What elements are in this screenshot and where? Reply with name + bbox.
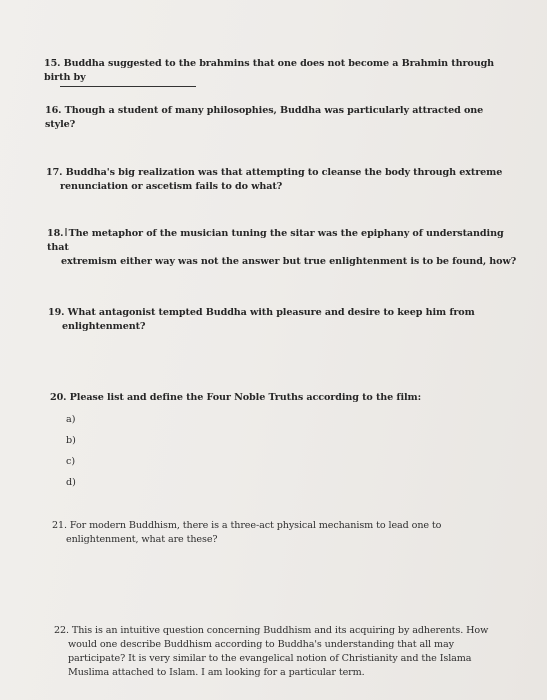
question-19-text-line-1: What antagonist tempted Buddha with pleasure and desire to keep him from	[67, 307, 475, 318]
question-19	[48, 306, 518, 334]
question-19-text-line-2: enlightenment?	[62, 321, 146, 332]
option-d: d)	[66, 477, 76, 488]
question-17	[46, 166, 516, 194]
question-18-number: 18.	[47, 228, 64, 239]
question-16-text: Though a student of many philosophies, Buddha was particularly attracted one style?	[45, 105, 484, 130]
question-21-text-line-1: For modern Buddhism, there is a three-act physical mechanism to lead one to	[69, 520, 442, 531]
question-20-text: Please list and define the Four Noble Truths according to the film:	[69, 392, 422, 403]
question-21	[52, 519, 522, 547]
option-a: a)	[66, 414, 76, 425]
question-17-number: 17.	[46, 167, 63, 178]
question-19-number: 19.	[48, 307, 65, 318]
question-18	[47, 226, 522, 269]
question-18-text-line-2: extremism either way was not the answer but true enlightenment is to be found, how?	[61, 256, 517, 267]
question-15-text: Buddha suggested to the brahmins that one does not become a Brahmin through birth by	[44, 58, 495, 83]
question-22	[54, 624, 524, 680]
question-20-number: 20.	[50, 392, 67, 403]
question-22-text-line-4: Muslima attached to Islam. I am looking for a particular term.	[68, 667, 365, 678]
question-22-text-line-2: would one describe Buddhism according to Buddha's understanding that all may	[68, 639, 454, 650]
answer-blank-15	[60, 86, 196, 87]
question-20	[50, 391, 520, 405]
option-c: c)	[66, 456, 76, 467]
option-b: b)	[66, 435, 76, 446]
question-17-text-line-2: renunciation or ascetism fails to do what?	[60, 181, 283, 192]
question-15-number: 15.	[44, 58, 61, 69]
question-17-text-line-1: Buddha's big realization was that attempting to cleanse the body through extreme	[65, 167, 503, 178]
question-22-text-line-3: participate? It is very similar to the evangelical notion of Christianity and the Islama	[68, 653, 472, 664]
question-22-text-line-1: This is an intuitive question concerning Buddhism and its acquiring by adherents. How	[71, 625, 489, 636]
question-21-number: 21.	[52, 520, 67, 531]
question-21-text-line-2: enlightenment, what are these?	[66, 534, 218, 545]
question-16	[45, 104, 515, 132]
question-18-text-line-1: The metaphor of the musician tuning the sitar was the epiphany of understanding that	[47, 228, 504, 253]
question-22-number: 22.	[54, 625, 69, 636]
text-cursor-icon: I	[64, 226, 68, 239]
question-16-number: 16.	[45, 105, 62, 116]
question-15	[44, 57, 514, 85]
